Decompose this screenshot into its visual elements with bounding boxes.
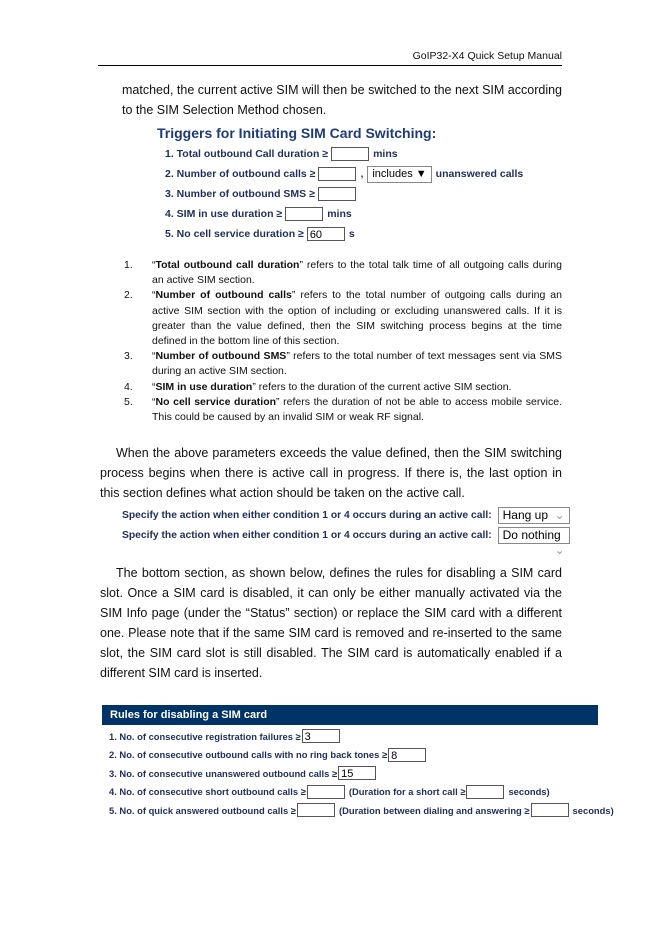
sms-count-input[interactable] xyxy=(318,187,356,201)
item-term: SIM in use duration xyxy=(155,380,253,393)
sim-duration-input[interactable] xyxy=(285,207,323,221)
r3-label: 3. Number of outbound SMS ≥ xyxy=(165,188,315,200)
rule4-mid: (Duration for a short call ≥ xyxy=(348,786,466,798)
list-item: 3. “Number of outbound SMS” refers to the total number of text messages sent via SMS during an active SIM section. xyxy=(100,349,562,379)
item-text: ” refers to the duration of the current active SIM section. xyxy=(252,380,512,393)
r5-label: 5. No cell service duration ≥ xyxy=(165,228,304,240)
item-term: No cell service duration xyxy=(155,395,277,408)
page-body xyxy=(100,80,614,820)
select-value: Hang up xyxy=(502,507,549,522)
r2-sep: , xyxy=(360,168,364,180)
item-number: 2. xyxy=(124,289,133,302)
includes-select[interactable]: includes ▼ xyxy=(367,166,431,183)
rule5-mid: (Duration between dialing and answering ≥ xyxy=(338,804,530,816)
rule1-label: 1. No. of consecutive registration failures ≥ xyxy=(109,730,301,742)
item-term: Number of outbound calls xyxy=(155,289,292,302)
r4-unit: mins xyxy=(327,208,352,220)
running-header: GoIP32-X4 Quick Setup Manual xyxy=(412,50,562,62)
paragraph-3: The bottom section, as shown below, defines the rules for disabling a SIM card slot. Once a SIM card is disabled, it can only be either manually activated via the SIM Info page (under the “Status” section) or replace the SIM card with a different one. Please note that if the same SIM card is removed and re-inserted to the same slot, the SIM card slot is still disabled. The SIM card is automatically enabled if a different SIM card is inserted. xyxy=(100,566,562,681)
rule3-label: 3. No. of consecutive unanswered outbound calls ≥ xyxy=(109,767,338,779)
r2-unit: unanswered calls xyxy=(435,168,524,180)
rules-title: Rules for disabling a SIM card xyxy=(102,705,598,725)
action-panel xyxy=(122,505,565,557)
chevron-down-icon: ⌄ xyxy=(554,507,565,522)
intro-paragraph: matched, the current active SIM will then be switched to the next SIM according to the SIM Selection Method chosen. xyxy=(122,83,562,117)
r5-unit: s xyxy=(348,228,355,240)
item-text: ” refers the duration of not be able to access mobile service. This could be caused by an invalid SIM or weak RF signal. xyxy=(152,395,562,424)
rule2-label: 2. No. of consecutive outbound calls with no ring back tones ≥ xyxy=(109,749,388,761)
r2-label: 2. Number of outbound calls ≥ xyxy=(165,168,316,180)
unanswered-input[interactable]: 15 xyxy=(338,766,376,780)
paragraph-2: When the above parameters exceeds the value defined, then the SIM switching process begins when there is active call in progress. If there is, the last option in this section defines what action should be taken on the active call. xyxy=(100,446,562,501)
rules-panel xyxy=(102,705,614,820)
r4-label: 4. SIM in use duration ≥ xyxy=(165,208,283,220)
reg-failures-input[interactable]: 3 xyxy=(302,729,340,743)
calls-count-input[interactable] xyxy=(318,167,356,181)
no-service-input[interactable]: 60 xyxy=(307,227,345,241)
short-calls-input[interactable] xyxy=(307,785,345,799)
action-label-1: Specify the action when either condition 1 or 4 occurs during an active call: xyxy=(122,509,492,521)
r1-unit: mins xyxy=(373,148,398,160)
item-term: Number of outbound SMS xyxy=(155,350,287,363)
list-item: 5. “No cell service duration” refers the duration of not be able to access mobile service. This could be caused by an invalid SIM or weak RF signal. xyxy=(100,395,562,425)
r1-label: 1. Total outbound Call duration ≥ xyxy=(165,148,329,160)
quick-answered-input[interactable] xyxy=(297,803,335,817)
item-term: Total outbound call duration xyxy=(155,259,300,271)
rule4-unit: seconds) xyxy=(508,786,550,798)
short-duration-input[interactable] xyxy=(466,785,504,799)
header-rule xyxy=(98,65,562,66)
rule4-label: 4. No. of consecutive short outbound calls ≥ xyxy=(109,786,306,798)
action-label-2: Specify the action when either condition 1 or 4 occurs during an active call: xyxy=(122,529,492,541)
item-text: ” refers to the total number of text messages sent via SMS during an active SIM section. xyxy=(152,350,562,378)
item-text: ” refers to the total talk time of all outgoing calls during an active SIM section. xyxy=(152,259,562,287)
rule5-unit: seconds) xyxy=(572,804,614,816)
no-ringback-input[interactable]: 8 xyxy=(388,748,426,762)
definitions-list xyxy=(100,258,562,425)
item-number: 3. xyxy=(124,350,133,363)
item-number: 5. xyxy=(124,395,133,408)
call-duration-input[interactable] xyxy=(331,147,369,161)
answer-duration-input[interactable] xyxy=(531,803,569,817)
select-value: Do nothing xyxy=(502,527,561,542)
list-item: 1. “Total outbound call duration” refers to the total talk time of all outgoing calls during an active SIM section. xyxy=(100,258,562,288)
item-number: 4. xyxy=(124,380,133,393)
list-item: 4. “SIM in use duration” refers to the duration of the current active SIM section. xyxy=(100,380,562,395)
triggers-title: Triggers for Initiating SIM Card Switching: xyxy=(157,125,437,141)
action-select-2[interactable] xyxy=(498,527,570,557)
triggers-panel xyxy=(157,125,562,244)
list-item: 2. “Number of outbound calls” refers to the total number of outgoing calls during an active SIM section with the option of including or excluding unanswered calls. If it is greater than the value defined, then the SIM switching process begins at the time defined in the bottom line of this section. xyxy=(100,288,562,349)
item-number: 1. xyxy=(124,259,133,271)
chevron-down-icon: ⌄ xyxy=(554,542,565,557)
item-text: ” refers to the total number of outgoing calls during an active SIM section with the option of including or excluding unanswered calls. If it is greater than the value defined, then the SIM switching process begins at the time defined in the bottom line of this section. xyxy=(152,289,562,348)
action-select-1[interactable] xyxy=(498,507,570,524)
rule5-label: 5. No. of quick answered outbound calls ≥ xyxy=(109,804,296,816)
